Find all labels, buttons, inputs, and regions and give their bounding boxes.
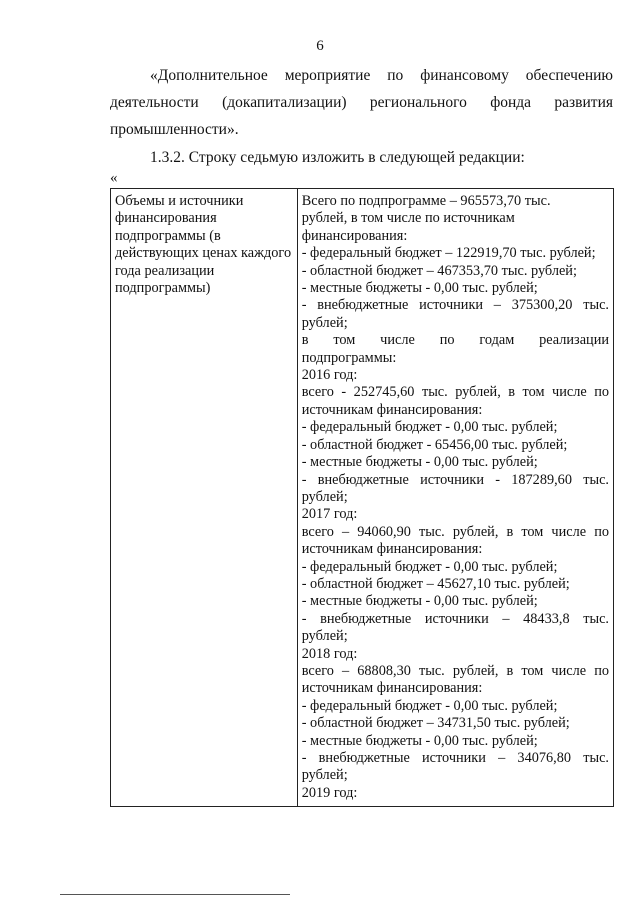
value-line: - федеральный бюджет - 0,00 тыс. рублей; — [301, 419, 558, 436]
intro-line-1: «Дополнительное мероприятие по финансовому обеспечению — [150, 67, 613, 84]
value-line: - местные бюджеты - 0,00 тыс. рублей; — [301, 454, 538, 471]
value-line: всего - 252745,60 тыс. рублей, в том числе по — [301, 384, 609, 401]
value-line: финансирования: — [301, 227, 408, 244]
intro-paragraph — [110, 62, 613, 143]
value-line: рублей, в том числе по источникам — [301, 210, 515, 227]
value-line: - областной бюджет - 65456,00 тыс. рублей; — [301, 436, 568, 453]
value-line: - внебюджетные источники – 375300,20 тыс. — [301, 297, 609, 314]
value-line: рублей; — [301, 488, 348, 505]
opening-quote: « — [110, 170, 118, 186]
subprogram-table — [110, 188, 614, 807]
value-line: рублей; — [301, 767, 348, 784]
value-line: - федеральный бюджет - 0,00 тыс. рублей; — [301, 697, 558, 714]
value-line: рублей; — [301, 314, 348, 331]
value-line: источникам финансирования: — [301, 680, 483, 697]
value-line: 2017 год: — [301, 506, 358, 523]
value-line: - федеральный бюджет - 0,00 тыс. рублей; — [301, 558, 558, 575]
value-line: Всего по подпрограмме – 965573,70 тыс. — [301, 193, 551, 209]
value-line: - местные бюджеты - 0,00 тыс. рублей; — [301, 732, 538, 749]
value-line: в том числе по годам реализации — [301, 332, 609, 349]
value-line: 2018 год: — [301, 645, 358, 662]
value-line: - внебюджетные источники - 187289,60 тыс. — [301, 471, 609, 488]
intro-line-3: промышленности». — [110, 121, 239, 138]
value-line: - областной бюджет – 45627,10 тыс. рублей; — [301, 575, 570, 592]
page-number: 6 — [316, 38, 324, 54]
value-line: - внебюджетные источники – 48433,8 тыс. — [301, 610, 609, 627]
value-line: рублей; — [301, 628, 348, 645]
value-line: - местные бюджеты - 0,00 тыс. рублей; — [301, 280, 538, 297]
intro-line-2: деятельности (докапитализации) регионального фонда развития — [110, 94, 613, 111]
value-line: - местные бюджеты - 0,00 тыс. рублей; — [301, 593, 538, 610]
value-line: 2019 год: — [301, 784, 358, 801]
item-paragraph: 1.3.2. Строку седьмую изложить в следующей редакции: — [150, 149, 525, 166]
table-row — [111, 189, 614, 807]
value-line: - областной бюджет – 467353,70 тыс. рублей; — [301, 262, 577, 279]
value-line: - областной бюджет – 34731,50 тыс. рублей; — [301, 715, 570, 732]
value-line: источникам финансирования: — [301, 541, 483, 558]
value-line: всего – 94060,90 тыс. рублей, в том числе по — [301, 523, 609, 540]
value-line: всего – 68808,30 тыс. рублей, в том числе по — [301, 662, 609, 679]
value-line: источникам финансирования: — [301, 401, 483, 418]
value-lines — [302, 193, 609, 802]
value-line: - внебюджетные источники – 34076,80 тыс. — [301, 750, 609, 766]
row-label-cell: Объемы и источники финансирования подпрограммы (в действующих ценах каждого года реализации подпрограммы) — [111, 189, 298, 807]
row-value-cell — [297, 189, 613, 807]
scan-edge-line — [60, 894, 290, 895]
value-line: - федеральный бюджет – 122919,70 тыс. рублей; — [301, 245, 596, 262]
value-line: подпрограммы: — [301, 349, 397, 366]
value-line: 2016 год: — [301, 367, 358, 384]
